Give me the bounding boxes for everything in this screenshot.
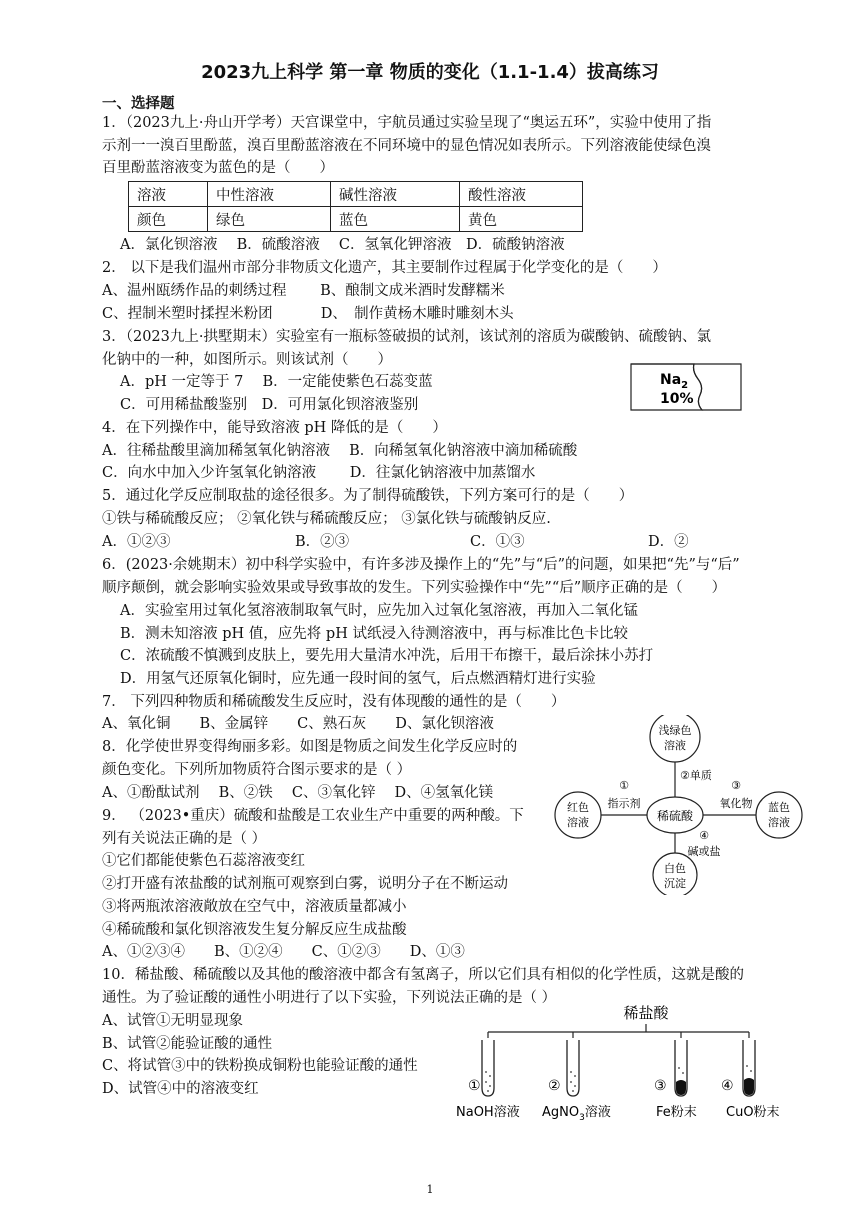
table-cell: 溶液 (129, 182, 208, 207)
q6-line-1: 6．(2023·余姚期末）初中科学实验中，有许多涉及操作上的“先”与“后”的问题，如果把“先”与“后” (102, 557, 740, 573)
right-node (756, 792, 802, 838)
q8-line-2: 颜色变化。下列所加物质符合图示要求的是（ ） (102, 762, 412, 778)
q9-line-2: 列有关说法正确的是（ ） (102, 831, 267, 847)
table-cell: 酸性溶液 (460, 182, 583, 207)
test-tube-2 (567, 1040, 579, 1096)
tube-3-label: Fe粉末 (656, 1105, 697, 1120)
page-number: 1 (426, 1183, 434, 1196)
q1-line-3: 百里酚蓝溶液变为蓝色的是（ ） (102, 160, 334, 176)
q2-line-1: 2． 以下是我们温州市部分非物质文化遗产，其主要制作过程属于化学变化的是（ ） (102, 260, 667, 276)
q9-statement-1: ①它们都能使紫色石蕊溶液变红 (102, 853, 305, 869)
q9-line-1: 9． （2023•重庆）硫酸和盐酸是工农业生产中重要的两种酸。下 (102, 808, 524, 824)
q7-line-1: 7． 下列四种物质和稀硫酸发生反应时，没有体现酸的通性的是（ ） (102, 694, 566, 710)
q7-options: A、氧化铜 B、金属锌 C、熟石灰 D、氯化钡溶液 (102, 716, 494, 732)
q10-option-b: B、试管②能验证酸的通性 (102, 1036, 273, 1052)
q5-line-2: ①铁与稀硫酸反应； ②氧化铁与稀硫酸反应； ③氯化铁与硫酸钠反应. (102, 511, 551, 527)
q2-line-2: A、温州瓯绣作品的刺绣过程 B、酿制文成米酒时发酵糯米 (102, 283, 505, 299)
tube-4-number: ④ (721, 1078, 734, 1094)
q5-option-c: C．①③ (470, 534, 525, 550)
tube-2-number: ② (548, 1078, 561, 1094)
q10-line-2: 通性。为了验证酸的通性小明进行了以下实验，下列说法正确的是（ ） (102, 990, 557, 1006)
edge-label-2: ②单质 (680, 769, 712, 782)
q4-options-cd: C．向水中加入少许氢氧化钠溶液 D．往氯化钠溶液中加蒸馏水 (102, 465, 536, 481)
q6-option-b: B．测未知溶液 pH 值，应先将 pH 试纸浸入待测溶液中，再与标准比色卡比较 (120, 626, 628, 642)
q4-options-ab: A．往稀盐酸里滴加稀氢氧化钠溶液 B．向稀氢氧化钠溶液中滴加稀硫酸 (102, 443, 578, 459)
q10-option-a: A、试管①无明显现象 (102, 1013, 243, 1029)
acid-header: 稀盐酸 (623, 1004, 669, 1022)
q1-line-2: 示剂一一溴百里酚蓝，溴百里酚蓝溶液在不同环境中的显色情况如表所示。下列溶液能使绿色溴 (102, 138, 711, 154)
test-tubes-figure (446, 1000, 796, 1125)
torn-reagent-label-figure (630, 363, 742, 411)
center-label: 稀硫酸 (656, 809, 694, 823)
q5-option-a: A．①②③ (102, 534, 171, 550)
left-label-1: 红色 (567, 801, 589, 814)
q5-option-b: B．②③ (295, 534, 350, 550)
q1-options: A．氯化钡溶液 B．硫酸溶液 C．氢氧化钾溶液 D．硫酸钠溶液 (120, 237, 565, 253)
q9-statement-3: ③将两瓶浓溶液敞放在空气中，溶液质量都减小 (102, 899, 407, 915)
table-row (129, 207, 583, 232)
top-label-1: 浅绿色 (658, 724, 692, 737)
table-row (129, 182, 583, 207)
q6-line-2: 顺序颠倒，就会影响实验效果或导致事故的发生。下列实验操作中“先”“后”顺序正确的是（ ） (102, 580, 727, 596)
table-cell: 中性溶液 (208, 182, 331, 207)
q3-options-cd: C．可用稀盐酸鉴别 D．可用氯化钡溶液鉴别 (120, 397, 419, 413)
q2-line-3: C、捏制米塑时揉捏米粉团 D、 制作黄杨木雕时雕刻木头 (102, 306, 514, 322)
edge-label-4: 碱或盐 (687, 845, 721, 858)
q9-statement-4: ④稀硫酸和氯化钡溶液发生复分解反应生成盐酸 (102, 922, 407, 938)
q10-option-d: D、试管④中的溶液变红 (102, 1081, 259, 1097)
q10-line-1: 10．稀盐酸、稀硫酸以及其他的酸溶液中都含有氢离子，所以它们具有相似的化学性质，这就是酸的 (102, 967, 744, 983)
label-percent-text: 10% (660, 391, 694, 407)
q9-statement-2: ②打开盛有浓盐酸的试剂瓶可观察到白雾，说明分子在不断运动 (102, 876, 508, 892)
table-cell: 绿色 (208, 207, 331, 232)
table-cell: 黄色 (460, 207, 583, 232)
indicator-color-table (128, 181, 583, 232)
edge-num-3: ③ (731, 779, 741, 792)
right-label-2: 溶液 (768, 816, 790, 829)
q5-option-d: D．② (648, 534, 689, 550)
edge-label-1: 指示剂 (607, 797, 641, 810)
top-label-2: 溶液 (664, 739, 686, 752)
left-node (555, 792, 601, 838)
color-change-diagram (548, 715, 808, 895)
q3-line-1: 3．（2023九上·拱墅期末）实验室有一瓶标签破损的试剂，该试剂的溶质为碳酸钠、硫酸钠、氯 (102, 329, 711, 345)
tube-1-label: NaOH溶液 (456, 1105, 520, 1120)
edge-label-3: 氧化物 (719, 797, 753, 810)
bottom-label-2: 沉淀 (664, 877, 686, 890)
q4-line-1: 4．在下列操作中，能导致溶液 pH 降低的是（ ） (102, 420, 447, 436)
q6-option-c: C．浓硫酸不慎溅到皮肤上，要先用大量清水冲洗，后用干布擦干，最后涂抹小苏打 (120, 648, 654, 664)
tube-4-label: CuO粉末 (726, 1105, 780, 1120)
table-cell: 颜色 (129, 207, 208, 232)
q10-option-c: C、将试管③中的铁粉换成铜粉也能验证酸的通性 (102, 1058, 418, 1074)
q3-line-2: 化钠中的一种，如图所示。则该试剂（ ） (102, 352, 392, 368)
bottom-label-1: 白色 (664, 862, 686, 875)
label-na-text: $Na_2$ (660, 372, 689, 391)
edge-num-1: ① (619, 779, 629, 792)
tube-3-number: ③ (654, 1078, 667, 1094)
tube-2-label: AgNO$_3$溶液 (542, 1105, 611, 1123)
edge-num-4: ④ (699, 829, 709, 842)
table-cell: 蓝色 (331, 207, 460, 232)
q9-options: A、①②③④ B、①②④ C、①②③ D、①③ (102, 944, 465, 960)
section-heading: 一、选择题 (102, 96, 175, 112)
q8-options: A、①酚酞试剂 B、②铁 C、③氧化锌 D、④氢氧化镁 (102, 785, 494, 801)
q6-option-a: A．实验室用过氧化氢溶液制取氧气时，应先加入过氧化氢溶液，再加入二氧化锰 (120, 603, 638, 619)
page-title: 2023九上科学 第一章 物质的变化（1.1-1.4）拔高练习 (201, 62, 659, 83)
q1-line-1: 1．（2023九上·舟山开学考）天宫课堂中，宇航员通过实验呈现了“奥运五环”，实验中使用了指 (102, 115, 712, 131)
tube-1-number: ① (468, 1078, 481, 1094)
test-tube-1 (482, 1040, 494, 1096)
q3-options-ab: A．pH 一定等于 7 B．一定能使紫色石蕊变蓝 (120, 374, 433, 390)
q5-line-1: 5．通过化学反应制取盐的途径很多。为了制得硫酸铁，下列方案可行的是（ ） (102, 488, 634, 504)
table-cell: 碱性溶液 (331, 182, 460, 207)
q8-line-1: 8．化学使世界变得绚丽多彩。如图是物质之间发生化学反应时的 (102, 739, 518, 755)
q6-option-d: D．用氢气还原氧化铜时，应先通一段时间的氢气，后点燃酒精灯进行实验 (120, 671, 596, 687)
left-label-2: 溶液 (567, 816, 589, 829)
right-label-1: 蓝色 (768, 801, 790, 814)
